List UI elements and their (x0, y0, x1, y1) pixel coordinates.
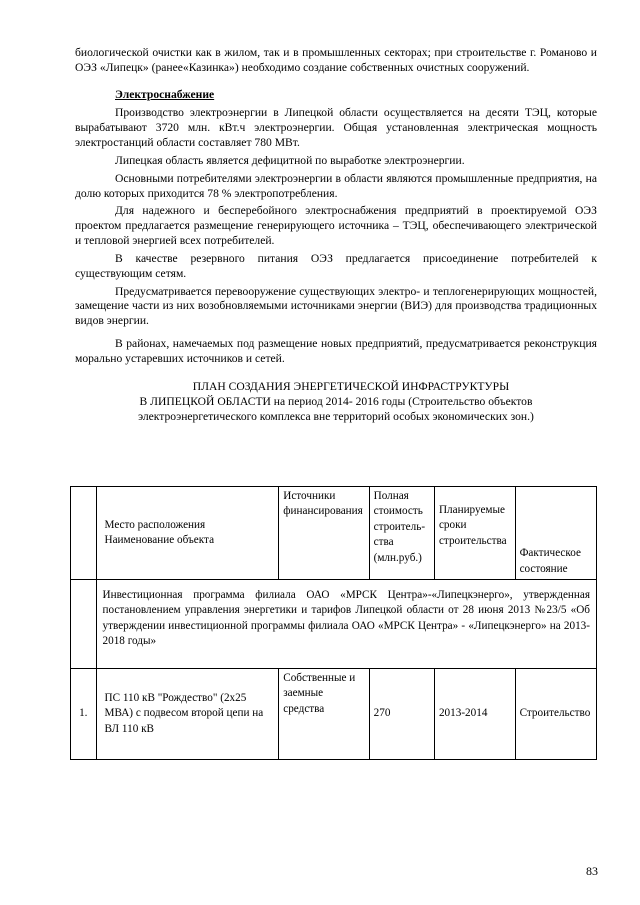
paragraph: Липецкая область является дефицитной по выработке электроэнергии. (115, 153, 465, 167)
intro-paragraph: биологической очистки как в жилом, так и в промышленных секторах; при строительстве г. Романово и ОЭЗ «Липецк» (ранее«Казинка») необходимо создание собственных очистных сооружений. (75, 46, 597, 74)
header-sources: Источники финансирования (279, 487, 369, 580)
row-dates: 2013-2014 (434, 669, 515, 760)
table-header-row (71, 487, 597, 580)
header-num-cell (71, 487, 97, 580)
program-num-cell (71, 580, 97, 669)
page-number: 83 (586, 864, 598, 878)
paragraph: В качестве резервного питания ОЭЗ предлагается присоединение потребителей к существующим сетям. (75, 251, 597, 280)
paragraph: Производство электроэнергии в Липецкой области осуществляется на десяти ТЭЦ, которые вырабатывают 3720 млн. кВт.ч электроэнергии. Общая установленная электрическая мощность электростанций области составляет 780 МВт. (75, 106, 597, 150)
row-place: ПС 110 кВ "Рождество" (2х25 МВА) с подвесом второй цепи на ВЛ 110 кВ (96, 669, 279, 760)
paragraph: Предусматривается перевооружение существующих электро- и теплогенерирующих мощностей, замещение части из них возобновляемыми источниками энергии (ВИЭ) для производства традиционных видов энергии. (75, 284, 597, 328)
plan-title-line: электроэнергетического комплекса вне территорий особых экономических зон.) (138, 410, 534, 424)
paragraph: В районах, намечаемых под размещение новых предприятий, предусматривается реконструкция морально устаревших источников и сетей. (75, 337, 597, 365)
program-description: Инвестиционная программа филиала ОАО «МРСК Центра»-«Липецкэнерго», утвержденная постановлением управления энергетики и тарифов Липецкой области от 28 июня 2013 №23/5 «Об утверждении инвестиционной программы филиала ОАО «МРСК Центра» - «Липецкэнерго» на 2013-2018 годы» (96, 580, 596, 669)
plan-title (75, 379, 597, 425)
plan-title-line: В ЛИПЕЦКОЙ ОБЛАСТИ на период 2014- 2016 годы (Строительство объектов (139, 395, 533, 409)
table-row (71, 580, 597, 669)
plan-title-line: ПЛАН СОЗДАНИЯ ЭНЕРГЕТИЧЕСКОЙ ИНФРАСТРУКТУРЫ (192, 379, 510, 393)
infrastructure-plan-table (70, 486, 597, 760)
header-cost: Полная стоимость строитель-ства (млн.руб.) (369, 487, 434, 580)
row-cost: 270 (369, 669, 434, 760)
header-place: Место расположения Наименование объекта (96, 487, 279, 580)
header-state: Фактическое состояние (515, 487, 596, 580)
row-sources: Собственные и заемные средства (279, 669, 369, 760)
paragraph: Для надежного и бесперебойного электроснабжения предприятий в проектируемой ОЭЗ проектом предлагается размещение генерирующего источника – ТЭЦ, обеспечивающего электрической и тепловой энергией всех потребителей. (75, 204, 597, 248)
row-number: 1. (71, 669, 97, 760)
section-title: Электроснабжение (115, 87, 215, 101)
row-state: Строительство (515, 669, 596, 760)
table-row (71, 669, 597, 760)
header-dates: Планируемые сроки строительства (434, 487, 515, 580)
document-page (75, 46, 597, 425)
paragraph: Основными потребителями электроэнергии в области являются промышленные предприятия, на долю которых приходится 78 % электропотребления. (75, 171, 597, 200)
